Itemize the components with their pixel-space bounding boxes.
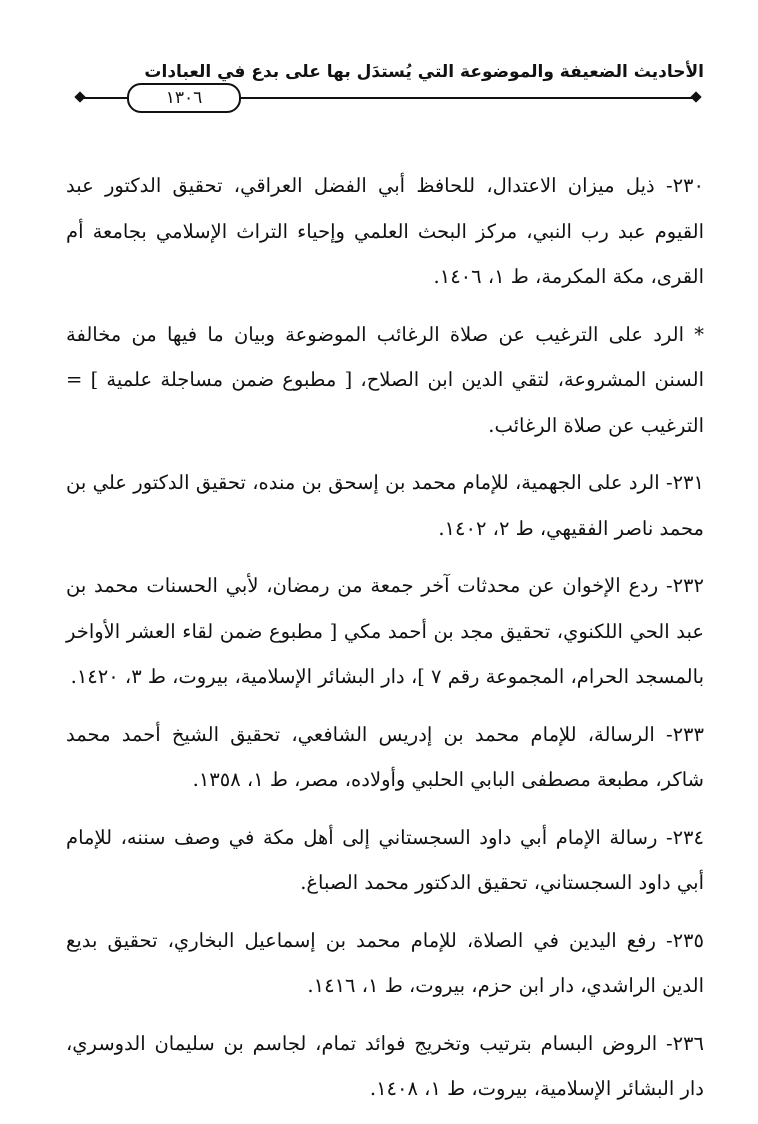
bibliography-entry-232: ٢٣٢- ردع الإخوان عن محدثات آخر جمعة من رمضان، لأبي الحسنات محمد بن عبد الحي اللكنوي، تحقيق مجد بن أحمد مكي [ مطبوع ضمن لقاء العشر الأواخر بالمسجد الحرام، المجموعة رقم ٧ ]، دار البشائر الإسلامية، بيروت، ط ٣، ١٤٢٠.	[66, 574, 704, 688]
bibliography-entry-233: ٢٣٣- الرسالة، للإمام محمد بن إدريس الشافعي، تحقيق الشيخ أحمد محمد شاكر، مطبعة مصطفى البابي الحلبي وأولاده، مصر، ط ١، ١٣٥٨.	[66, 722, 704, 791]
bibliography-entry-236: ٢٣٦- الروض البسام بترتيب وتخريج فوائد تمام، لجاسم بن سليمان الدوسري، دار البشائر الإسلامية، بيروت، ط ١، ١٤٠٨.	[66, 1031, 704, 1100]
bibliography-entry-234: ٢٣٤- رسالة الإمام أبي داود السجستاني إلى أهل مكة في وصف سننه، للإمام أبي داود السجستاني، تحقيق الدكتور محمد الصباغ.	[66, 825, 704, 894]
page-number: ١٣٠٦	[127, 83, 241, 113]
running-title: الأحاديث الضعيفة والموضوعة التي يُستدَل بها على بدع في العبادات	[144, 62, 704, 82]
bibliography-list	[66, 163, 704, 1124]
bibliography-entry-231: ٢٣١- الرد على الجهمية، للإمام محمد بن إسحق بن منده، تحقيق الدكتور علي بن محمد ناصر الفقيهي، ط ٢، ١٤٠٢.	[66, 471, 704, 540]
rule-end-ornament-left	[74, 91, 85, 102]
rule-end-ornament-right	[690, 91, 701, 102]
bibliography-cross-reference: * الرد على الترغيب عن صلاة الرغائب الموضوعة وبيان ما فيها من مخالفة السنن المشروعة، لتقي الدين ابن الصلاح، [ مطبوع ضمن مساجلة علمية ] = الترغيب عن صلاة الرغائب.	[66, 322, 704, 437]
bibliography-entry-235: ٢٣٥- رفع اليدين في الصلاة، للإمام محمد بن إسماعيل البخاري، تحقيق بديع الدين الراشدي، دار ابن حزم، بيروت، ط ١، ١٤١٦.	[66, 928, 704, 997]
bibliography-entry-230: ٢٣٠- ذيل ميزان الاعتدال، للحافظ أبي الفضل العراقي، تحقيق الدكتور عبد القيوم عبد رب النبي، مركز البحث العلمي وإحياء التراث الإسلامي بجامعة أم القرى، مكة المكرمة، ط ١، ١٤٠٦.	[66, 174, 704, 288]
